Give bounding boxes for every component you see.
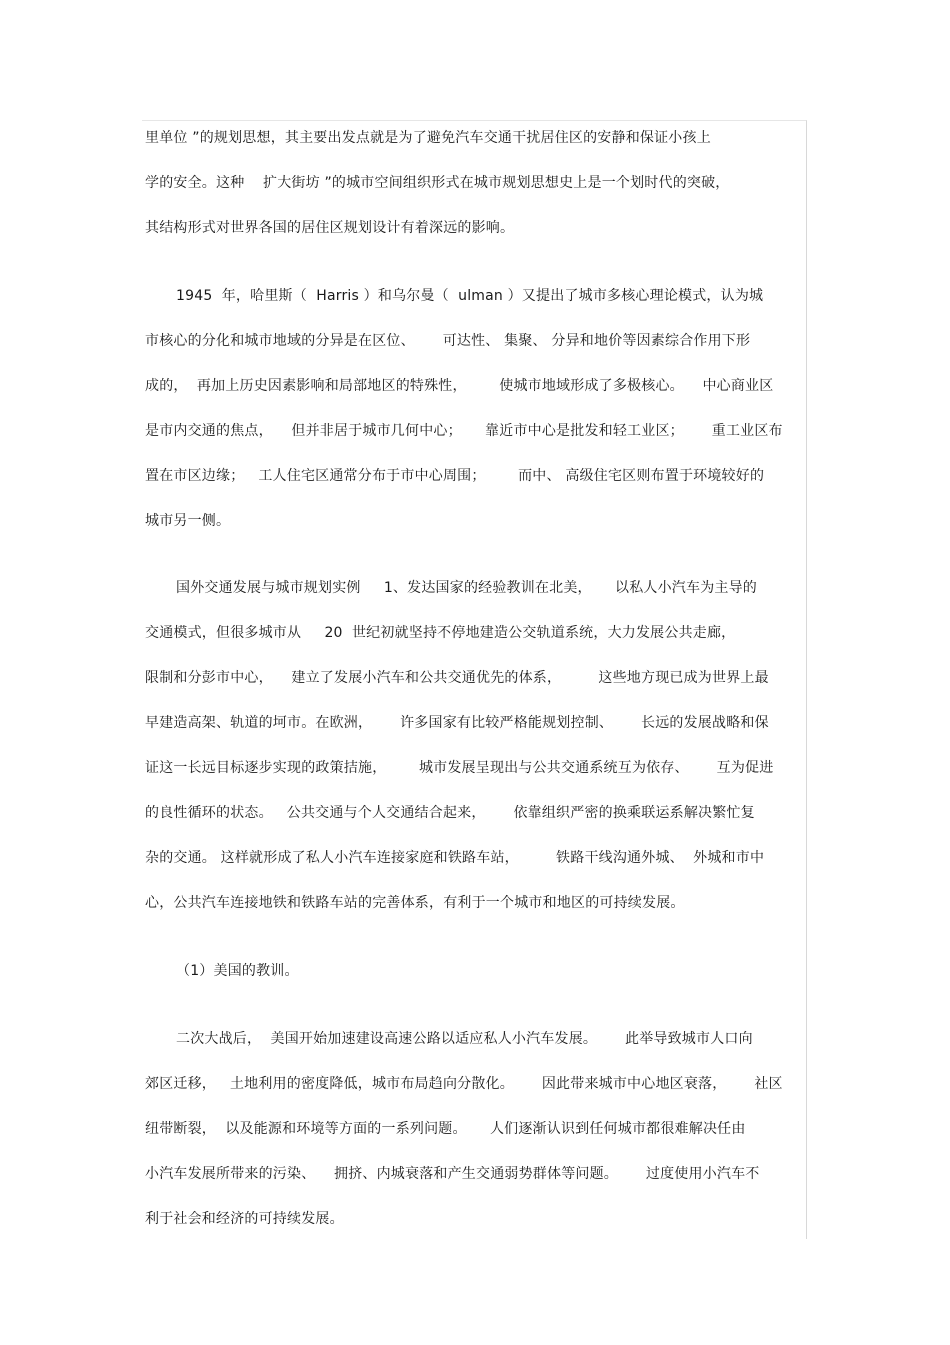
text-line: 二次大战后， 美国开始加速建设高速公路以适应私人小汽车发展。 此举导致城市人口向 — [176, 1031, 753, 1047]
text-line: 成的， 再加上历史因素影响和局部地区的特殊性， 使城市地域形成了多极核心。 中心商业区 — [145, 378, 774, 394]
text-line: 纽带断裂， 以及能源和环境等方面的一系列问题。 人们逐渐认识到任何城市都很难解决任由 — [145, 1121, 746, 1137]
text-line: 1945 年，哈里斯（ Harris ）和乌尔曼（ ulman ）又提出了城市多核心理论模式，认为城 — [176, 288, 764, 304]
text-line: 利于社会和经济的可持续发展。 — [145, 1211, 344, 1227]
text-line: 杂的交通。 这样就形成了私人小汽车连接家庭和铁路车站， 铁路干线沟通外城、 外城和市中 — [145, 850, 765, 866]
text-line: 置在市区边缘； 工人住宅区通常分布于市中心周围； 而中、 高级住宅区则布置于环境较好的 — [145, 468, 765, 484]
section-heading: （1）美国的教训。 — [176, 963, 299, 979]
text-line: 心，公共汽车连接地铁和铁路车站的完善体系，有利于一个城市和地区的可持续发展。 — [145, 895, 685, 911]
text-line: 小汽车发展所带来的污染、 拥挤、内城衰落和产生交通弱势群体等问题。 过度使用小汽车不 — [145, 1166, 760, 1182]
text-line: 是市内交通的焦点， 但并非居于城市几何中心； 靠近市中心是批发和轻工业区； 重工业区布 — [145, 423, 783, 439]
text-line: 国外交通发展与城市规划实例 1、发达国家的经验教训在北美， 以私人小汽车为主导的 — [176, 580, 758, 596]
text-line: 城市另一侧。 — [145, 513, 231, 529]
text-line: 其结构形式对世界各国的居住区规划设计有着深远的影响。 — [145, 220, 515, 236]
text-line: 里单位 ”的规划思想，其主要出发点就是为了避免汽车交通干扰居住区的安静和保证小孩上 — [145, 130, 711, 146]
text-line: 交通模式，但很多城市从 20 世纪初就坚持不停地建造公交轨道系统，大力发展公共走廊， — [145, 625, 736, 641]
text-line: 市核心的分化和城市地域的分异是在区位、 可达性、 集聚、 分异和地价等因素综合作用下形 — [145, 333, 751, 349]
text-line: 郊区迁移， 土地利用的密度降低，城市布局趋向分散化。 因此带来城市中心地区衰落， 社区 — [145, 1076, 783, 1092]
text-line: 早建造高架、轨道的坷市。在欧洲， 许多国家有比较严格能规划控制、 长远的发展战略和保 — [145, 715, 769, 731]
text-line: 证这一长远目标逐步实现的政策拮施， 城市发展呈现出与公共交通系统互为依存、 互为促进 — [145, 760, 774, 776]
text-line: 限制和分彭市中心， 建立了发展小汽车和公共交通优先的体系， 这些地方现已成为世界上最 — [145, 670, 769, 686]
text-line: 学的安全。这种 扩大街坊 ”的城市空间组织形式在城市规划思想史上是一个划时代的突破， — [145, 175, 730, 191]
text-line: 的良性循环的状态。 公共交通与个人交通结合起来， 依靠组织严密的换乘联运系解决繁忙复 — [145, 805, 755, 821]
